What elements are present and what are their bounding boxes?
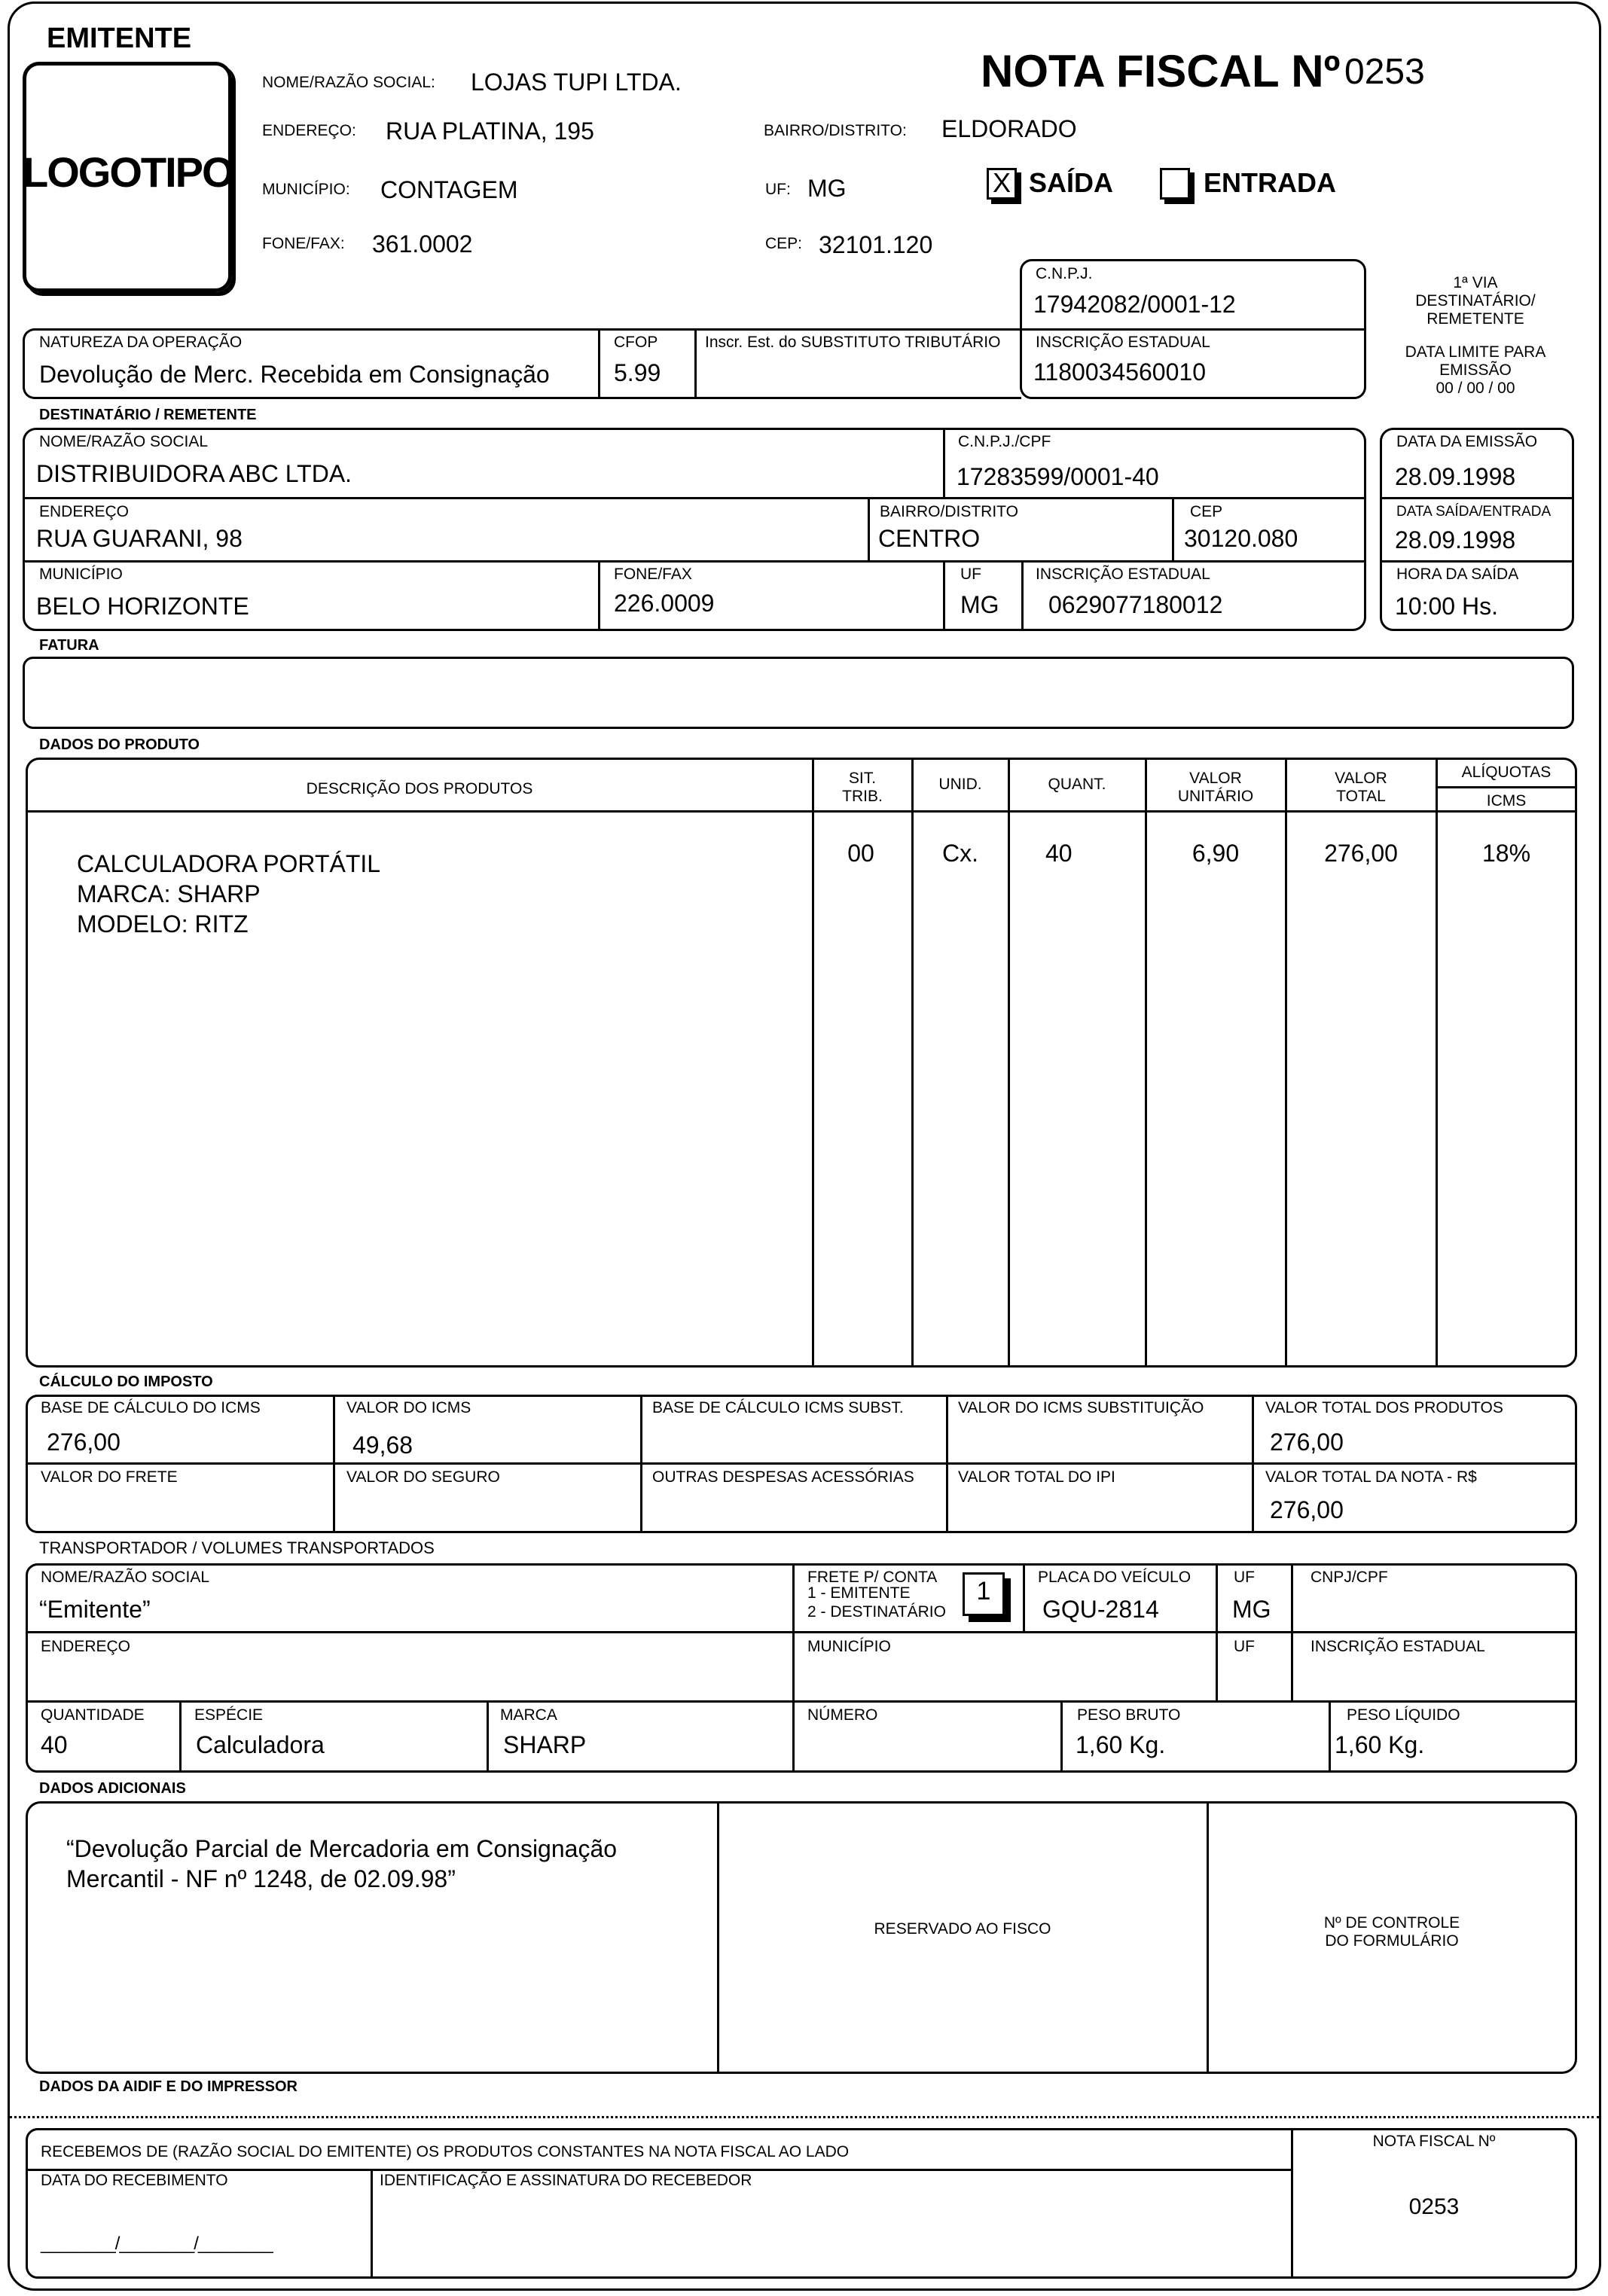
emitente-cep: 32101.120 [819, 231, 933, 258]
limite-line1: DATA LIMITE PARA [1405, 343, 1546, 361]
nota-fiscal-numero: 0253 [1344, 52, 1425, 92]
emitente-municipio-label: MUNICÍPIO: [262, 181, 350, 198]
base-icms-label: BASE DE CÁLCULO DO ICMS [41, 1399, 261, 1416]
hora-value: 10:00 Hs. [1395, 593, 1498, 620]
col-unid-header: UNID. [938, 776, 982, 793]
dest-bairro: CENTRO [878, 525, 981, 552]
datas-divider-2 [1381, 560, 1573, 563]
natureza-label: NATUREZA DA OPERAÇÃO [39, 334, 243, 351]
emissao-label: DATA DA EMISSÃO [1396, 433, 1538, 450]
cnpj-ie-divider [1021, 328, 1365, 331]
dest-fone-label: FONE/FAX [614, 566, 692, 583]
col-descricao-header: DESCRIÇÃO DOS PRODUTOS [306, 780, 533, 797]
transp-row-divider-2 [27, 1700, 1576, 1703]
frete-label-3: 2 - DESTINATÁRIO [807, 1603, 946, 1621]
transp-div-placa [1023, 1565, 1025, 1633]
peso-bruto-label: PESO BRUTO [1077, 1706, 1181, 1724]
base-icms-value: 276,00 [47, 1429, 121, 1456]
transp-div-especie [179, 1702, 182, 1771]
dest-municipio: BELO HORIZONTE [36, 593, 249, 620]
valor-subst-label: VALOR DO ICMS SUBSTITUIÇÃO [958, 1399, 1204, 1416]
emitente-bairro-label: BAIRRO/DISTRITO: [764, 122, 907, 139]
dest-cnpj-label: C.N.P.J./CPF [958, 433, 1051, 450]
dest-municipio-label: MUNICÍPIO [39, 566, 123, 583]
outras-despesas-label: OUTRAS DESPESAS ACESSÓRIAS [652, 1468, 914, 1486]
produtos-section-title: DADOS DO PRODUTO [39, 736, 200, 753]
col-quant-header: QUANT. [1048, 776, 1106, 793]
perforation-line [9, 2116, 1600, 2118]
dest-ie: 0629077180012 [1048, 591, 1223, 618]
imposto-div-1 [333, 1396, 335, 1532]
emitente-ie-label: INSCRIÇÃO ESTADUAL [1036, 334, 1210, 351]
controle-formulario-line1: Nº DE CONTROLE [1323, 1914, 1460, 1932]
frete-label: VALOR DO FRETE [41, 1468, 178, 1486]
transp-div-peso-bruto [1060, 1702, 1063, 1771]
canhoto-assinatura-label: IDENTIFICAÇÃO E ASSINATURA DO RECEBEDOR [380, 2172, 752, 2189]
destinatario-section-title: DESTINATÁRIO / REMETENTE [39, 407, 257, 423]
logo-text: LOGOTIPO [23, 148, 233, 196]
aidif-section-title: DADOS DA AIDIF E DO IMPRESSOR [39, 2078, 297, 2095]
col-sit-header-1: SIT. [848, 770, 877, 787]
canhoto-nf-label: NOTA FISCAL Nº [1372, 2133, 1496, 2150]
dest-div-ie [1021, 562, 1024, 630]
dest-bairro-label: BAIRRO/DISTRITO [880, 503, 1018, 520]
col-icms-header: ICMS [1486, 792, 1527, 810]
via-line3: REMETENTE [1426, 310, 1524, 328]
col-vunit-header-1: VALOR [1189, 770, 1242, 787]
natureza-value: Devolução de Merc. Recebida em Consignação [39, 361, 550, 388]
transp-endereco-label: ENDEREÇO [41, 1638, 131, 1655]
col-aliquotas-header: ALÍQUOTAS [1461, 764, 1552, 781]
col-vtotal-header-1: VALOR [1335, 770, 1387, 787]
transp-div-marca [487, 1702, 489, 1771]
emitente-fone: 361.0002 [372, 230, 473, 258]
transp-div-numero [792, 1702, 795, 1771]
transp-uf: MG [1232, 1596, 1271, 1623]
col-vtotal-header-2: TOTAL [1336, 788, 1386, 805]
imposto-div-4 [1252, 1396, 1254, 1532]
frete-label-1: FRETE P/ CONTA [807, 1569, 938, 1586]
emitente-endereco: RUA PLATINA, 195 [386, 117, 594, 145]
item-quant: 40 [1045, 840, 1073, 867]
transp-uf-label: UF [1234, 1569, 1255, 1586]
operacao-divider-2 [694, 330, 697, 398]
adicionais-section-title: DADOS ADICIONAIS [39, 1780, 186, 1797]
dest-ie-label: INSCRIÇÃO ESTADUAL [1036, 566, 1210, 583]
item-icms: 18% [1481, 840, 1531, 867]
prod-col-div-3 [1008, 759, 1010, 1366]
valor-icms-value: 49,68 [352, 1432, 413, 1459]
dest-cep-label: CEP [1190, 503, 1223, 520]
especie-value: Calculadora [196, 1731, 325, 1758]
item-unid: Cx. [942, 840, 978, 867]
peso-liquido-label: PESO LÍQUIDO [1347, 1706, 1460, 1724]
item-desc-line2: MARCA: SHARP [77, 880, 261, 907]
emitente-uf-label: UF: [765, 181, 791, 198]
saida-entrada-label: DATA SAÍDA/ENTRADA [1396, 504, 1552, 520]
dest-row-divider-2 [24, 560, 1365, 563]
saida-entrada-value: 28.09.1998 [1395, 526, 1516, 553]
emitente-fone-label: FONE/FAX: [262, 235, 345, 252]
transp-div-uf [1216, 1565, 1218, 1702]
dest-endereco-label: ENDEREÇO [39, 503, 130, 520]
emitente-nome-label: NOME/RAZÃO SOCIAL: [262, 74, 435, 91]
emitente-uf: MG [807, 175, 847, 202]
item-desc-line3: MODELO: RITZ [77, 910, 249, 938]
transp-ie-label: INSCRIÇÃO ESTADUAL [1311, 1638, 1485, 1655]
total-nota-value: 276,00 [1270, 1496, 1344, 1523]
canhoto-data-blank[interactable]: ________/________/________ [41, 2233, 273, 2254]
imposto-div-2 [640, 1396, 642, 1532]
emitente-cnpj: 17942082/0001-12 [1033, 291, 1236, 318]
transp-nome-label: NOME/RAZÃO SOCIAL [41, 1569, 210, 1586]
emitente-nome: LOJAS TUPI LTDA. [471, 69, 682, 96]
dest-cep: 30120.080 [1184, 525, 1298, 552]
dest-uf: MG [960, 591, 999, 618]
col-vunit-header-2: UNITÁRIO [1177, 788, 1254, 805]
dest-uf-label: UF [960, 566, 981, 583]
aliquotas-divider [1436, 786, 1576, 788]
dest-endereco: RUA GUARANI, 98 [36, 525, 243, 552]
imposto-section-title: CÁLCULO DO IMPOSTO [39, 1374, 213, 1390]
adicionais-texto-line2: Mercantil - NF nº 1248, de 02.09.98” [66, 1865, 456, 1892]
placa-value: GQU-2814 [1042, 1596, 1159, 1623]
canhoto-nf-numero: 0253 [1408, 2194, 1460, 2219]
nota-fiscal-title: NOTA FISCAL Nº [981, 46, 1341, 96]
canhoto-data-label: DATA DO RECEBIMENTO [41, 2172, 228, 2189]
marca-label: MARCA [500, 1706, 557, 1724]
dest-nome: DISTRIBUIDORA ABC LTDA. [36, 460, 352, 487]
total-produtos-label: VALOR TOTAL DOS PRODUTOS [1265, 1399, 1503, 1416]
dest-div-fone [598, 562, 600, 630]
emitente-cep-label: CEP: [765, 235, 803, 252]
peso-bruto-value: 1,60 Kg. [1076, 1731, 1166, 1758]
transp-municipio-label: MUNICÍPIO [807, 1638, 891, 1655]
marca-value: SHARP [503, 1731, 587, 1758]
via-line2: DESTINATÁRIO/ [1415, 292, 1536, 309]
limite-line3: 00 / 00 / 00 [1436, 380, 1515, 397]
fatura-box [23, 657, 1574, 729]
seguro-label: VALOR DO SEGURO [346, 1468, 500, 1486]
frete-label-2: 1 - EMITENTE [807, 1584, 911, 1602]
emitente-bairro: ELDORADO [941, 115, 1077, 142]
emitente-ie: 1180034560010 [1033, 358, 1206, 386]
total-produtos-value: 276,00 [1270, 1429, 1344, 1456]
datas-divider-1 [1381, 497, 1573, 499]
emitente-municipio: CONTAGEM [380, 176, 518, 203]
transp-div-peso-liquido [1329, 1702, 1331, 1771]
fatura-section-title: FATURA [39, 637, 99, 654]
canhoto-div-assinatura [371, 2170, 373, 2277]
transp-cnpj-label: CNPJ/CPF [1311, 1569, 1388, 1586]
hora-label: HORA DA SAÍDA [1396, 566, 1519, 583]
dest-nome-label: NOME/RAZÃO SOCIAL [39, 433, 209, 450]
especie-label: ESPÉCIE [194, 1706, 264, 1724]
limite-line2: EMISSÃO [1439, 361, 1512, 379]
valor-icms-label: VALOR DO ICMS [346, 1399, 471, 1416]
col-sit-header-2: TRIB. [842, 788, 883, 805]
dest-div-cep [1172, 499, 1174, 562]
saida-label: SAÍDA [1029, 167, 1114, 198]
cfop-label: CFOP [614, 334, 658, 351]
total-nota-label: VALOR TOTAL DA NOTA - R$ [1265, 1468, 1477, 1486]
emitente-section-title: EMITENTE [47, 23, 192, 54]
reservado-fisco: RESERVADO AO FISCO [874, 1920, 1051, 1938]
subst-label: Inscr. Est. do SUBSTITUTO TRIBUTÁRIO [705, 334, 1001, 351]
operacao-divider-1 [598, 330, 600, 398]
emitente-cnpj-label: C.N.P.J. [1036, 265, 1093, 282]
transp-div-frete [792, 1565, 795, 1702]
item-sit: 00 [847, 840, 874, 867]
ipi-label: VALOR TOTAL DO IPI [958, 1468, 1115, 1486]
dest-fone: 226.0009 [614, 590, 715, 617]
imposto-div-3 [946, 1396, 948, 1532]
transp-div-cnpj [1291, 1565, 1293, 1702]
frete-value: 1 [976, 1577, 991, 1605]
dest-cnpj: 17283599/0001-40 [957, 463, 1159, 490]
quantidade-label: QUANTIDADE [41, 1706, 145, 1724]
cfop-value: 5.99 [614, 359, 661, 386]
canhoto-recebemos: RECEBEMOS DE (RAZÃO SOCIAL DO EMITENTE) OS PRODUTOS CONSTANTES NA NOTA FISCAL AO LADO [41, 2143, 850, 2160]
dest-div-cnpj [943, 429, 945, 499]
entrada-checkbox[interactable] [1160, 168, 1190, 200]
transp-uf2-label: UF [1234, 1638, 1255, 1655]
imposto-row-divider [27, 1462, 1576, 1465]
controle-formulario-line2: DO FORMULÁRIO [1325, 1932, 1459, 1950]
transp-nome: “Emitente” [39, 1596, 151, 1623]
dest-div-bairro [868, 499, 870, 562]
emitente-endereco-label: ENDEREÇO: [262, 122, 356, 139]
numero-label: NÚMERO [807, 1706, 878, 1724]
produtos-header-divider [27, 810, 1576, 813]
dest-div-uf [943, 562, 945, 630]
saida-check-mark: X [992, 167, 1011, 198]
item-vtotal: 276,00 [1324, 840, 1398, 867]
item-desc-line1: CALCULADORA PORTÁTIL [77, 850, 381, 877]
adicionais-texto-line1: “Devolução Parcial de Mercadoria em Consignação [66, 1835, 618, 1862]
placa-label: PLACA DO VEÍCULO [1038, 1569, 1192, 1586]
dest-row-divider-1 [24, 497, 1365, 499]
via-line1: 1ª VIA [1453, 274, 1498, 291]
entrada-label: ENTRADA [1204, 167, 1336, 198]
quantidade-value: 40 [41, 1731, 68, 1758]
peso-liquido-value: 1,60 Kg. [1335, 1731, 1425, 1758]
transportador-section-title: TRANSPORTADOR / VOLUMES TRANSPORTADOS [39, 1538, 435, 1557]
emissao-value: 28.09.1998 [1395, 463, 1516, 490]
item-vunit: 6,90 [1192, 840, 1240, 867]
canhoto-row-divider [27, 2169, 1292, 2171]
base-subst-label: BASE DE CÁLCULO ICMS SUBST. [652, 1399, 904, 1416]
transp-row-divider-1 [27, 1631, 1576, 1633]
